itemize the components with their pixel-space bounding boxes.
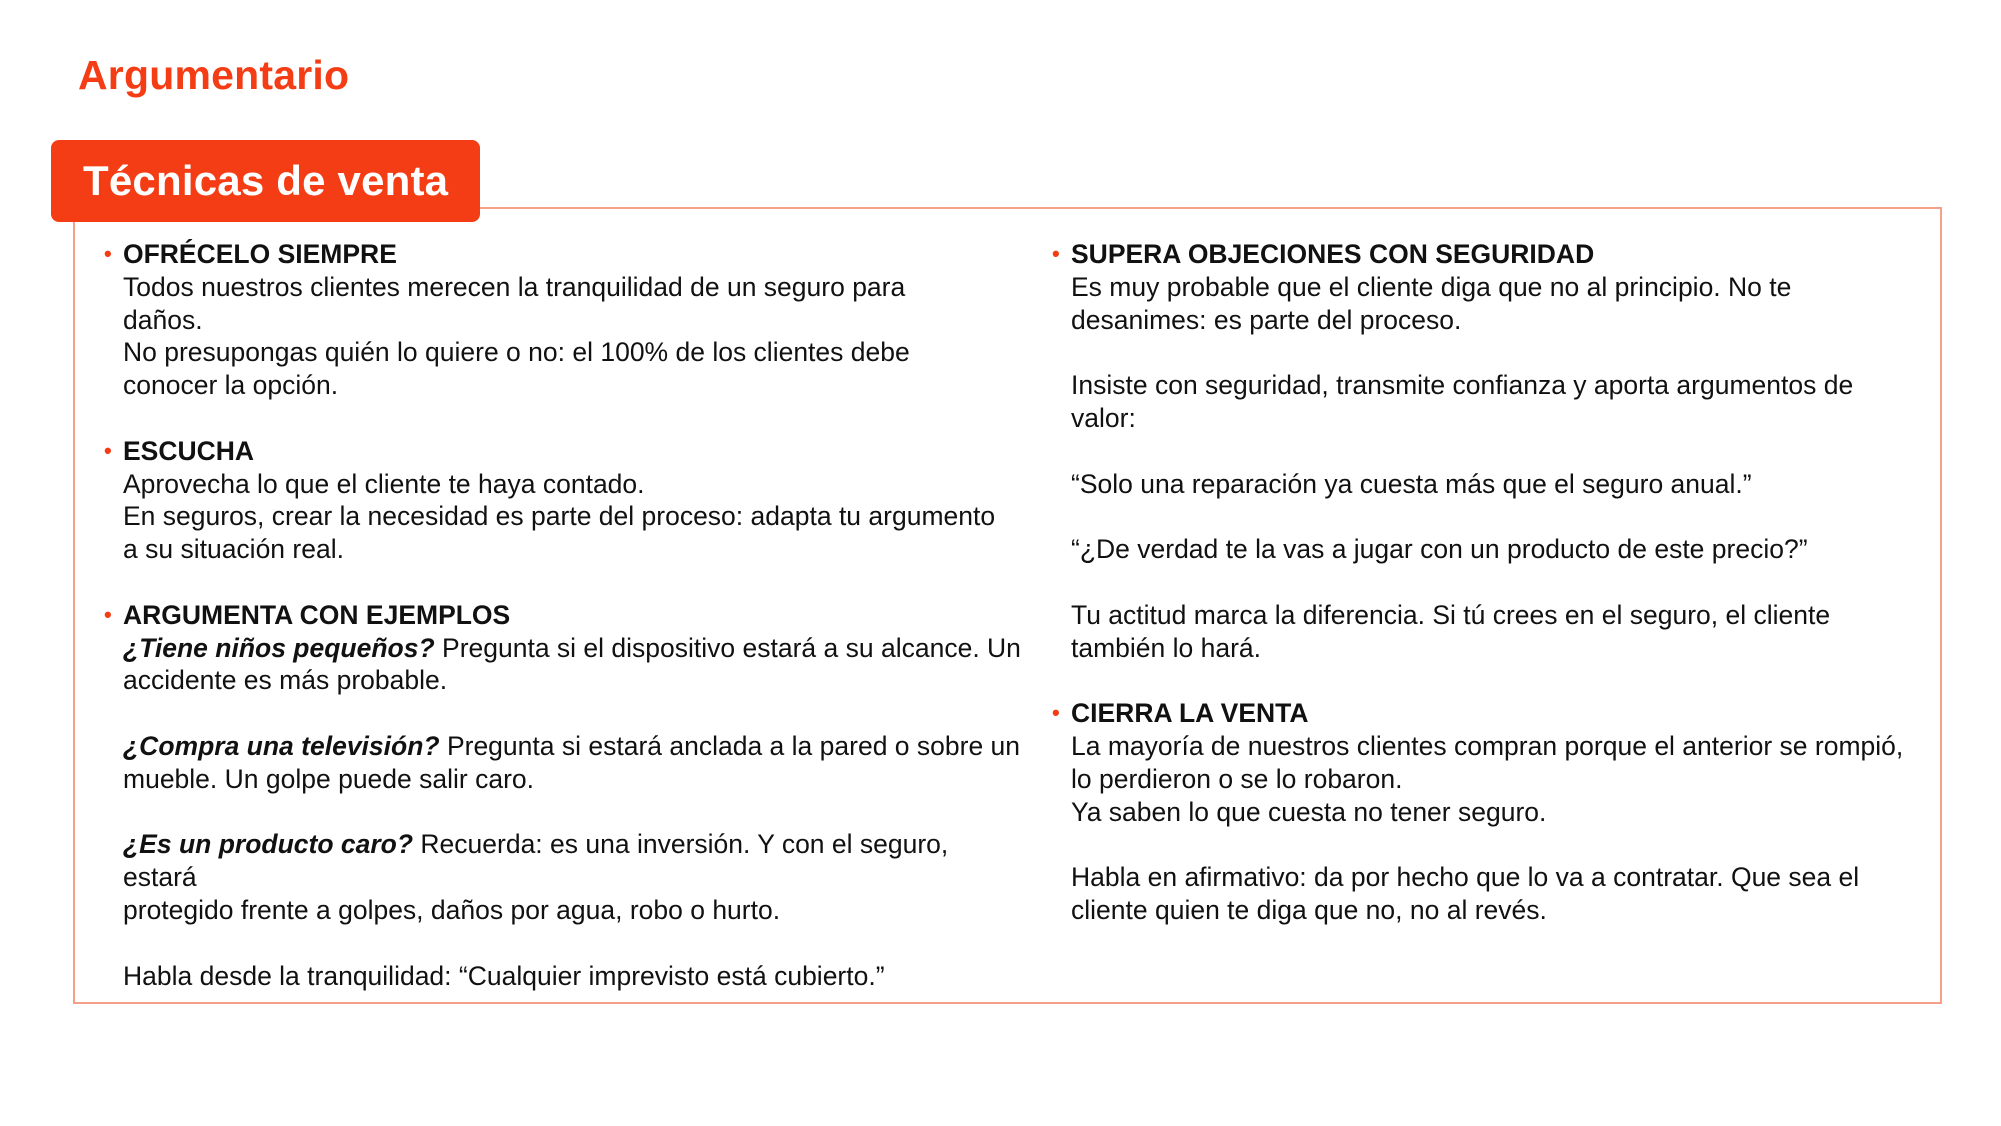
item-text: Habla en afirmativo: da por hecho que lo va a contratar. Que sea el <box>1071 862 1860 893</box>
bullet-icon: • <box>1052 700 1060 726</box>
example-question: ¿Tiene niños pequeños? <box>123 632 435 663</box>
item-text: conocer la opción. <box>123 370 339 401</box>
page-title: Argumentario <box>78 52 350 98</box>
item-text: cliente quien te diga que no, no al revés. <box>1071 894 1547 925</box>
list-item-objeciones <box>1052 238 1932 664</box>
item-text: valor: <box>1071 402 1136 433</box>
list-item-escucha <box>104 435 1024 566</box>
example-line <box>123 828 1024 894</box>
example-text: Pregunta si el dispositivo estará a su alcance. Un <box>434 632 1021 663</box>
item-text: En seguros, crear la necesidad es parte del proceso: adapta tu argumento <box>123 501 996 532</box>
bullet-icon: • <box>104 241 112 266</box>
spacer <box>123 796 1024 829</box>
item-text: Habla desde la tranquilidad: “Cualquier imprevisto está cubierto.” <box>123 960 885 991</box>
item-text: mueble. Un golpe puede salir caro. <box>123 763 534 794</box>
spacer <box>123 927 1024 960</box>
item-title: ESCUCHA <box>123 435 255 466</box>
list-item-argumenta <box>104 599 1024 993</box>
spacer <box>1071 336 1932 369</box>
example-line <box>123 632 1024 665</box>
section-tab <box>51 140 480 222</box>
item-title: CIERRA LA VENTA <box>1071 698 1309 729</box>
item-text: Es muy probable que el cliente diga que no al principio. No te <box>1071 271 1792 302</box>
item-title: SUPERA OBJECIONES CON SEGURIDAD <box>1071 239 1595 269</box>
item-text: accidente es más probable. <box>123 665 448 696</box>
bullet-icon: • <box>104 601 112 627</box>
left-column <box>104 238 1024 1025</box>
bullet-icon: • <box>1052 241 1060 266</box>
list-item-ofrecelo <box>104 238 1024 402</box>
spacer <box>1071 566 1932 599</box>
item-text: La mayoría de nuestros clientes compran porque el anterior se rompió, <box>1071 730 1904 761</box>
spacer <box>1071 435 1932 468</box>
item-text: Aprovecha lo que el cliente te haya contado. <box>123 468 645 499</box>
right-column <box>1052 238 1932 960</box>
item-text: Tu actitud marca la diferencia. Si tú crees en el seguro, el cliente <box>1071 599 1831 630</box>
spacer <box>1071 828 1932 861</box>
item-text: también lo hará. <box>1071 632 1262 663</box>
list-item-cierra <box>1052 697 1932 927</box>
item-text: No presupongas quién lo quiere o no: el 100% de los clientes debe <box>123 337 910 368</box>
item-text: protegido frente a golpes, daños por agua, robo o hurto. <box>123 894 781 925</box>
spacer <box>1071 500 1932 533</box>
item-title: OFRÉCELO SIEMPRE <box>123 239 397 269</box>
quote-text: “Solo una reparación ya cuesta más que el seguro anual.” <box>1071 468 1752 499</box>
item-text: Ya saben lo que cuesta no tener seguro. <box>1071 796 1547 827</box>
example-text: Recuerda: es una inversión. Y con el seguro, estará <box>123 829 949 893</box>
example-question: ¿Compra una televisión? <box>123 730 440 761</box>
item-title: ARGUMENTA CON EJEMPLOS <box>123 599 511 630</box>
section-tab-label: Técnicas de venta <box>83 157 449 204</box>
item-text: Insiste con seguridad, transmite confianza y aporta argumentos de <box>1071 370 1854 401</box>
item-text: lo perdieron o se lo robaron. <box>1071 763 1403 794</box>
example-text: Pregunta si estará anclada a la pared o sobre un <box>439 730 1021 761</box>
example-question: ¿Es un producto caro? <box>123 829 414 860</box>
spacer <box>123 697 1024 730</box>
quote-text: “¿De verdad te la vas a jugar con un producto de este precio?” <box>1071 534 1808 565</box>
item-text: daños. <box>123 304 203 335</box>
example-line <box>123 730 1024 763</box>
item-text: Todos nuestros clientes merecen la tranquilidad de un seguro para <box>123 271 906 302</box>
item-text: desanimes: es parte del proceso. <box>1071 304 1462 335</box>
bullet-icon: • <box>104 437 112 463</box>
item-text: a su situación real. <box>123 534 344 565</box>
